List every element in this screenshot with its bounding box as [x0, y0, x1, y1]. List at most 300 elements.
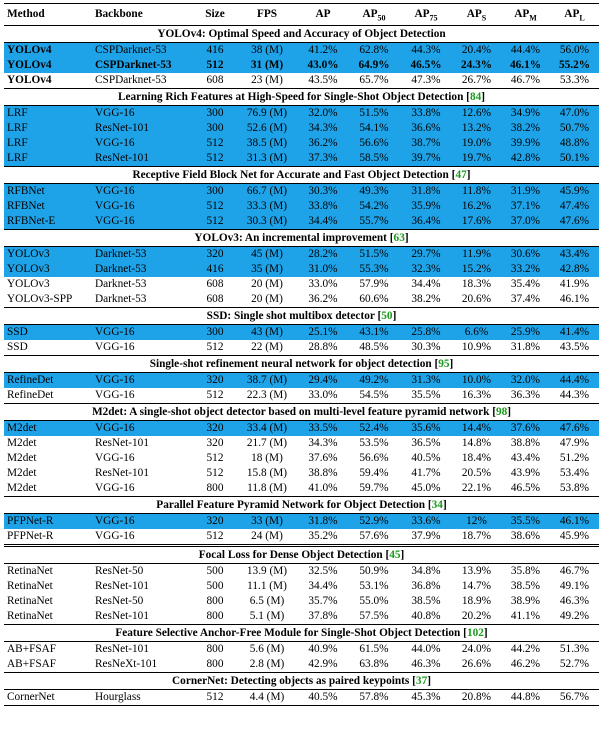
table-cell: 608 — [206, 278, 224, 290]
table-row — [4, 136, 599, 151]
table-cell: 33.6% — [400, 514, 452, 530]
table-cell: 62.8% — [348, 43, 400, 59]
table-cell: 416 — [194, 43, 236, 59]
table-cell: 38.5% — [411, 595, 441, 607]
table-cell: LRF — [4, 106, 92, 122]
table-header-row — [4, 4, 599, 26]
table-cell: 18.7% — [461, 530, 492, 542]
table-cell: 38.9% — [510, 595, 541, 607]
section-header — [4, 404, 599, 421]
table-cell: 46.1% — [501, 58, 550, 73]
table-cell: 30.3% — [298, 184, 348, 200]
table-cell: 28.8% — [308, 341, 338, 353]
table-cell: 39.7% — [400, 151, 452, 167]
table-cell: YOLOv3 — [7, 278, 50, 290]
table-cell: 52.9% — [348, 514, 400, 530]
section-title-text: Focal Loss for Dense Object Detection — [198, 549, 383, 561]
table-cell: 512 — [194, 690, 236, 706]
table-cell: 57.8% — [348, 690, 400, 706]
table-cell: 36.5% — [411, 437, 441, 449]
table-cell: 320 — [206, 437, 224, 449]
table-row — [4, 514, 599, 530]
table-row — [4, 151, 599, 167]
table-cell: 61.5% — [348, 642, 400, 658]
table-cell: 47.6% — [550, 421, 599, 437]
table-cell: YOLOv4 — [7, 74, 52, 86]
table-cell: 37.1% — [501, 199, 550, 214]
table-row — [4, 579, 599, 594]
table-cell: 512 — [194, 58, 236, 73]
citation-link[interactable]: 37 — [415, 675, 428, 687]
table-cell: 38.8% — [308, 467, 338, 479]
table-cell: AB+FSAF — [4, 642, 92, 658]
table-cell: 25.8% — [400, 325, 452, 341]
table-row — [4, 609, 599, 625]
section-header — [4, 308, 599, 325]
table-cell: YOLOv3 — [4, 247, 92, 263]
table-cell: 15.8 (M) — [246, 467, 288, 479]
table-cell: 47.9% — [559, 437, 590, 449]
table-cell: 43 (M) — [236, 325, 298, 341]
table-cell: YOLOv3 — [4, 262, 92, 277]
table-cell: 53.4% — [559, 467, 590, 479]
citation-link[interactable]: 63 — [393, 232, 405, 244]
table-cell: 46.7% — [550, 564, 599, 580]
table-cell: 512 — [206, 341, 224, 353]
table-cell: YOLOv3-SPP — [7, 293, 73, 305]
table-cell: 800 — [206, 610, 224, 622]
table-cell: 416 — [194, 262, 236, 277]
table-cell: 43.1% — [348, 325, 400, 341]
table-cell: 300 — [194, 184, 236, 200]
table-cell: LRF — [4, 136, 92, 151]
table-cell: 2.8 (M) — [249, 658, 285, 670]
table-cell: 30.6% — [501, 247, 550, 263]
table-cell: 29.7% — [400, 247, 452, 263]
table-cell: ResNet-101 — [95, 580, 149, 592]
table-cell: 50.1% — [550, 151, 599, 167]
table-cell: 51.5% — [348, 247, 400, 263]
citation-link[interactable]: 95 — [438, 358, 450, 370]
section-title-text: YOLOv4: Optimal Speed and Accuracy of Object Detection — [157, 28, 446, 40]
table-cell: 36.2% — [298, 136, 348, 151]
table-cell: 512 — [206, 467, 224, 479]
table-cell: Hourglass — [92, 690, 194, 706]
table-cell: 56.6% — [348, 136, 400, 151]
table-cell: 41.2% — [298, 43, 348, 59]
table-cell: 76.9 (M) — [236, 106, 298, 122]
table-cell: Darknet-53 — [92, 247, 194, 263]
table-cell: 5.1 (M) — [249, 610, 285, 622]
table-cell: 38.7% — [400, 136, 452, 151]
table-cell: 512 — [206, 530, 224, 542]
table-cell: 31.8% — [298, 514, 348, 530]
table-row — [4, 214, 599, 230]
table-cell: 55.3% — [348, 262, 400, 277]
table-cell: 12.6% — [452, 106, 501, 122]
section-title: SSD: Single shot multibox detector [50] — [4, 308, 599, 325]
table-cell: 13.2% — [452, 121, 501, 136]
table-cell: VGG-16 — [92, 421, 194, 437]
citation-link[interactable]: 45 — [389, 549, 401, 561]
header-backbone: Backbone — [92, 4, 194, 26]
table-cell: 66.7 (M) — [236, 184, 298, 200]
table-cell: 35.7% — [308, 595, 338, 607]
table-cell: 57.9% — [359, 278, 389, 290]
table-cell: M2det — [7, 482, 37, 494]
table-row — [4, 529, 599, 546]
table-cell: 21.7 (M) — [246, 437, 288, 449]
table-cell: 52.6 (M) — [236, 121, 298, 136]
table-cell: 25.9% — [501, 325, 550, 341]
table-cell: 35.8% — [501, 564, 550, 580]
table-cell: 38.8% — [510, 437, 541, 449]
table-cell: 37.8% — [308, 610, 338, 622]
table-cell: YOLOv4 — [4, 58, 92, 73]
section-header — [4, 625, 599, 642]
citation-link[interactable]: 47 — [455, 169, 467, 181]
table-cell: 30.3% — [411, 341, 441, 353]
table-cell: VGG-16 — [95, 389, 135, 401]
table-cell: 37.0% — [501, 214, 550, 230]
table-cell: 45 (M) — [236, 247, 298, 263]
table-cell: 41.7% — [411, 467, 441, 479]
table-cell: 44.8% — [501, 690, 550, 706]
table-cell: 800 — [206, 658, 224, 670]
table-cell: 34.4% — [298, 214, 348, 230]
table-cell: 38.5% — [510, 580, 541, 592]
section-title: Receptive Field Block Net for Accurate and Fast Object Detection [47] — [4, 167, 599, 184]
table-cell: 51.5% — [348, 106, 400, 122]
table-cell: 17.6% — [452, 214, 501, 230]
section-title-text: Receptive Field Block Net for Accurate and Fast Object Detection — [132, 169, 449, 181]
table-cell: 51.3% — [550, 642, 599, 658]
table-cell: 33.0% — [308, 278, 338, 290]
table-cell: ResNet-101 — [95, 437, 149, 449]
table-cell: 33 (M) — [236, 514, 298, 530]
table-cell: 32.0% — [501, 373, 550, 389]
table-row — [4, 340, 599, 356]
table-cell: 46.1% — [550, 514, 599, 530]
table-cell: 14.4% — [452, 421, 501, 437]
table-cell: Darknet-53 — [95, 278, 147, 290]
citation-link[interactable]: 34 — [431, 499, 443, 511]
table-cell: 43.0% — [298, 58, 348, 73]
table-cell: 47.6% — [550, 214, 599, 230]
table-cell: 41.9% — [559, 278, 590, 290]
table-cell: 31.3% — [400, 373, 452, 389]
table-row — [4, 277, 599, 292]
table-cell: 54.5% — [359, 389, 389, 401]
table-cell: 33.4 (M) — [236, 421, 298, 437]
table-cell: 25.1% — [298, 325, 348, 341]
table-row — [4, 657, 599, 673]
table-cell: M2det — [7, 467, 37, 479]
table-cell: 800 — [206, 595, 224, 607]
table-cell: 41.0% — [308, 482, 338, 494]
table-cell: 18 (M) — [251, 452, 283, 464]
table-cell: 55.0% — [359, 595, 389, 607]
header-ap50: $AP_{50}$ — [348, 4, 400, 26]
table-cell: ResNet-50 — [92, 564, 194, 580]
table-cell: 20 (M) — [251, 293, 283, 305]
table-cell: RetinaNet — [7, 580, 53, 592]
table-cell: 49.1% — [559, 580, 590, 592]
section-title: Parallel Feature Pyramid Network for Object Detection [34] — [4, 497, 599, 514]
table-cell: 19.7% — [452, 151, 501, 167]
table-row — [4, 690, 599, 706]
citation-link[interactable]: 98 — [495, 406, 508, 418]
section-title-text: Parallel Feature Pyramid Network for Object Detection — [156, 499, 426, 511]
header-ap: AP — [298, 4, 348, 26]
section-header — [4, 356, 599, 373]
table-cell: RFBNet — [4, 184, 92, 200]
table-cell: 20.8% — [452, 690, 501, 706]
table-cell: 31.8% — [400, 184, 452, 200]
table-row — [4, 642, 599, 658]
header-apm: $AP_M$ — [501, 4, 550, 26]
table-cell: 54.1% — [348, 121, 400, 136]
section-title: Learning Rich Features at High-Speed for Single-Shot Object Detection [84] — [4, 89, 599, 106]
table-row — [4, 262, 599, 277]
table-cell: LRF — [4, 121, 92, 136]
table-cell: 6.6% — [452, 325, 501, 341]
table-cell: 20 (M) — [251, 278, 283, 290]
table-cell: 500 — [206, 580, 224, 592]
table-cell: 22.1% — [461, 482, 492, 494]
table-row — [4, 199, 599, 214]
table-cell: 38 (M) — [236, 43, 298, 59]
table-cell: 44.0% — [400, 642, 452, 658]
table-cell: LRF — [4, 151, 92, 167]
table-cell: 512 — [194, 214, 236, 230]
table-cell: ResNeXt-101 — [95, 658, 158, 670]
table-cell: 300 — [194, 325, 236, 341]
table-cell: 36.2% — [308, 293, 338, 305]
citation-link[interactable]: 102 — [466, 627, 484, 639]
table-cell: 37.9% — [411, 530, 441, 542]
table-cell: 31.8% — [510, 341, 541, 353]
table-cell: 20.2% — [461, 610, 492, 622]
table-cell: 46.1% — [559, 293, 590, 305]
table-cell: RetinaNet — [4, 564, 92, 580]
section-title: Focal Loss for Dense Object Detection [45] — [4, 546, 599, 564]
table-cell: VGG-16 — [92, 136, 194, 151]
table-cell: 40.5% — [298, 690, 348, 706]
table-row — [4, 121, 599, 136]
table-cell: M2det — [4, 421, 92, 437]
table-cell: 800 — [206, 482, 224, 494]
citation-link[interactable]: 84 — [469, 91, 482, 103]
table-cell: AB+FSAF — [7, 658, 57, 670]
table-cell: 34.8% — [400, 564, 452, 580]
table-cell: 44.2% — [501, 642, 550, 658]
table-cell: VGG-16 — [92, 214, 194, 230]
table-cell: 47.4% — [550, 199, 599, 214]
table-cell: 53.1% — [359, 580, 389, 592]
table-cell: 56.6% — [359, 452, 389, 464]
table-cell: 33.8% — [400, 106, 452, 122]
table-cell: 30.3 (M) — [236, 214, 298, 230]
table-cell: CSPDarknet-53 — [92, 58, 194, 73]
table-cell: 512 — [194, 151, 236, 167]
table-cell: 59.7% — [359, 482, 389, 494]
table-cell: 46.7% — [510, 74, 541, 86]
section-title — [4, 26, 599, 43]
table-cell: VGG-16 — [95, 341, 135, 353]
table-cell: 18.3% — [461, 278, 492, 290]
section-title: Feature Selective Anchor-Free Module for Single-Shot Object Detection [102] — [4, 625, 599, 642]
table-cell: 37.6% — [501, 421, 550, 437]
table-cell: 500 — [194, 564, 236, 580]
table-cell: PFPNet-R — [7, 530, 54, 542]
table-cell: 41.4% — [550, 325, 599, 341]
table-cell: 43.4% — [550, 247, 599, 263]
table-cell: CSPDarknet-53 — [95, 74, 167, 86]
table-cell: 40.9% — [298, 642, 348, 658]
table-cell: 34.3% — [298, 121, 348, 136]
table-cell: 60.6% — [359, 293, 389, 305]
table-cell: 44.3% — [559, 389, 590, 401]
table-cell: VGG-16 — [95, 452, 135, 464]
table-cell: 37.4% — [510, 293, 541, 305]
table-cell: 11.9% — [452, 247, 501, 263]
table-cell: VGG-16 — [92, 106, 194, 122]
table-cell: 320 — [194, 514, 236, 530]
table-cell: 37.3% — [298, 151, 348, 167]
table-cell: 45.9% — [550, 184, 599, 200]
table-cell: 20.6% — [461, 293, 492, 305]
detector-comparison-table — [4, 3, 599, 706]
section-title-text: Learning Rich Features at High-Speed for Single-Shot Object Detection — [117, 91, 464, 103]
table-cell: 38.6% — [510, 530, 541, 542]
header-ap75: $AP_{75}$ — [400, 4, 452, 26]
table-cell: 57.6% — [359, 530, 389, 542]
table-cell: 12% — [452, 514, 501, 530]
table-cell: 46.5% — [510, 482, 541, 494]
table-row — [4, 451, 599, 466]
table-cell: 23 (M) — [251, 74, 283, 86]
table-cell: 42.8% — [550, 262, 599, 277]
table-cell: 24.3% — [452, 58, 501, 73]
table-cell: ResNet-101 — [92, 151, 194, 167]
table-cell: RefineDet — [7, 389, 54, 401]
table-row — [4, 325, 599, 341]
table-cell: ResNet-101 — [92, 121, 194, 136]
table-cell: 41.1% — [510, 610, 541, 622]
header-method: Method — [4, 4, 92, 26]
table-row — [4, 43, 599, 59]
table-cell: 4.4 (M) — [236, 690, 298, 706]
table-cell: 57.5% — [359, 610, 389, 622]
section-title: CornerNet: Detecting objects as paired keypoints [37] — [4, 673, 599, 690]
table-cell: 20.4% — [452, 43, 501, 59]
table-row — [4, 436, 599, 451]
table-cell: 42.8% — [501, 151, 550, 167]
table-cell: 320 — [194, 373, 236, 389]
table-cell: 45.0% — [411, 482, 441, 494]
table-cell: 34.3% — [308, 437, 338, 449]
table-cell: 512 — [194, 199, 236, 214]
table-cell: 43.5% — [308, 74, 338, 86]
table-cell: 5.6 (M) — [236, 642, 298, 658]
table-cell: VGG-16 — [92, 184, 194, 200]
section-header — [4, 89, 599, 106]
section-header — [4, 26, 599, 43]
table-cell: 35.5% — [501, 514, 550, 530]
table-cell: 14.7% — [461, 580, 492, 592]
table-cell: 13.9 (M) — [236, 564, 298, 580]
section-header — [4, 497, 599, 514]
table-cell: 55.7% — [348, 214, 400, 230]
table-cell: 48.8% — [550, 136, 599, 151]
table-cell: 44.4% — [550, 373, 599, 389]
table-cell: 55.2% — [550, 58, 599, 73]
table-cell: 14.8% — [461, 437, 492, 449]
table-cell: 35.2% — [308, 530, 338, 542]
table-cell: 33.2% — [501, 262, 550, 277]
table-cell: 53.8% — [559, 482, 590, 494]
table-cell: 50.7% — [550, 121, 599, 136]
table-cell: 19.0% — [452, 136, 501, 151]
table-cell: 47.3% — [411, 74, 441, 86]
table-cell: 65.7% — [359, 74, 389, 86]
table-cell: 53.3% — [559, 74, 590, 86]
table-cell: 15.2% — [452, 262, 501, 277]
table-cell: Darknet-53 — [95, 293, 147, 305]
section-title: Single-shot refinement neural network for object detection [95] — [4, 356, 599, 373]
table-cell: 46.3% — [559, 595, 590, 607]
table-cell: M2det — [7, 437, 37, 449]
header-aps: $AP_S$ — [452, 4, 501, 26]
table-cell: 24.0% — [452, 642, 501, 658]
table-cell: 59.4% — [359, 467, 389, 479]
table-cell: 512 — [194, 136, 236, 151]
table-cell: 35.4% — [510, 278, 541, 290]
table-cell: 16.3% — [461, 389, 492, 401]
section-header — [4, 546, 599, 564]
section-title-text: Single-shot refinement neural network for object detection — [149, 358, 432, 370]
section-header — [4, 230, 599, 247]
table-cell: 54.2% — [348, 199, 400, 214]
table-cell: SSD — [4, 325, 92, 341]
table-row — [4, 373, 599, 389]
section-title-text: YOLOv3: An incremental improvement — [194, 232, 387, 244]
table-row — [4, 594, 599, 609]
table-cell: VGG-16 — [95, 530, 135, 542]
table-cell: ResNet-50 — [95, 595, 144, 607]
table-row — [4, 247, 599, 263]
citation-link[interactable]: 50 — [381, 310, 393, 322]
table-cell: 44.4% — [501, 43, 550, 59]
table-cell: 43.9% — [510, 467, 541, 479]
table-cell: 31.3 (M) — [236, 151, 298, 167]
table-cell: 35 (M) — [236, 262, 298, 277]
table-cell: 40.8% — [411, 610, 441, 622]
table-cell: 35.5% — [411, 389, 441, 401]
table-cell: RFBNet-E — [4, 214, 92, 230]
table-cell: RefineDet — [4, 373, 92, 389]
table-cell: 46.3% — [411, 658, 441, 670]
table-cell: 52.4% — [348, 421, 400, 437]
table-cell: 43.4% — [510, 452, 541, 464]
table-cell: 38.5 (M) — [236, 136, 298, 151]
table-cell: 32.0% — [298, 106, 348, 122]
table-cell: 13.9% — [452, 564, 501, 580]
table-cell: 31.0% — [298, 262, 348, 277]
table-row — [4, 73, 599, 89]
table-cell: 33.5% — [298, 421, 348, 437]
